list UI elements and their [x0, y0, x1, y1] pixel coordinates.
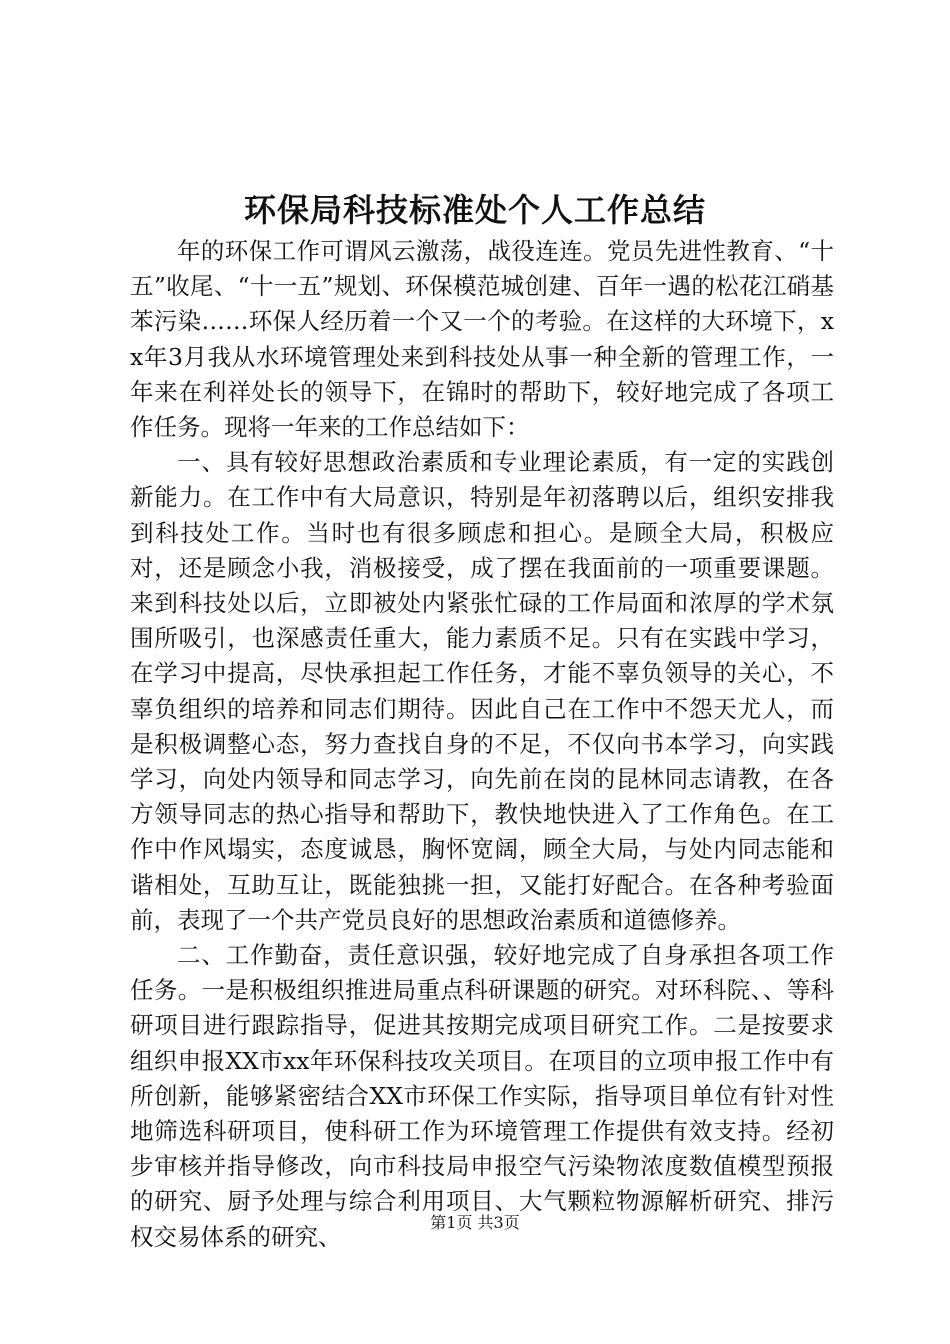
paragraph-intro: 年的环保工作可谓风云激荡，战役连连。党员先进性教育、“十五”收尾、“十一五”规划、环保模范城创建、百年一遇的松花江硝基苯污染……环保人经历着一个又一个的考验。在这样的大环境下，xx年3月我从水环境管理处来到科技处从事一种全新的管理工作，一年来在利祥处长的领导下，在锦时的帮助下，较好地完成了各项工作任务。现将一年来的工作总结如下： — [130, 237, 834, 442]
document-body — [130, 234, 834, 1255]
page-number-footer: 第1页 共3页 — [430, 1213, 520, 1232]
document-title: 环保局科技标准处个人工作总结 — [243, 191, 706, 229]
paragraph-section-one: 一、具有较好思想政治素质和专业理论素质，有一定的实践创新能力。在工作中有大局意识，特别是年初落聘以后，组织安排我到科技处工作。当时也有很多顾虑和担心。是顾全大局，积极应对，还是顾念小我，消极接受，成了摆在我面前的一项重要课题。来到科技处以后，立即被处内紧张忙碌的工作局面和浓厚的学术氛围所吸引，也深感责任重大，能力素质不足。只有在实践中学习，在学习中提高，尽快承担起工作任务，才能不辜负领导的关心，不辜负组织的培养和同志们期待。因此自己在工作中不怨天尤人，而是积极调整心态，努力查找自身的不足，不仅向书本学习，向实践学习，向处内领导和同志学习，向先前在岗的昆林同志请教，在各方领导同志的热心指导和帮助下，教快地快进入了工作角色。在工作中作风塌实，态度诚恳，胸怀宽阔，顾全大局，与处内同志能和谐相处，互助互让，既能独挑一担，又能打好配合。在各种考验面前，表现了一个共产党员良好的思想政治素质和道德修养。 — [130, 448, 834, 934]
paragraph-section-two: 二、工作勤奋，责任意识强，较好地完成了自身承担各项工作任务。一是积极组织推进局重点科研课题的研究。对环科院、、等科研项目进行跟踪指导，促进其按期完成项目研究工作。二是按要求组织申报XX市xx年环保科技攻关项目。在项目的立项申报工作中有所创新，能够紧密结合XX市环保工作实际，指导项目单位有针对性地筛选科研项目，使科研工作为环境管理工作提供有效支持。经初步审核并指导修改，向市科技局申报空气污染物浓度数值模型预报的研究、厨予处理与综合利用项目、大气颗粒物源解析研究、排污权交易体系的研究、 — [130, 941, 834, 1251]
